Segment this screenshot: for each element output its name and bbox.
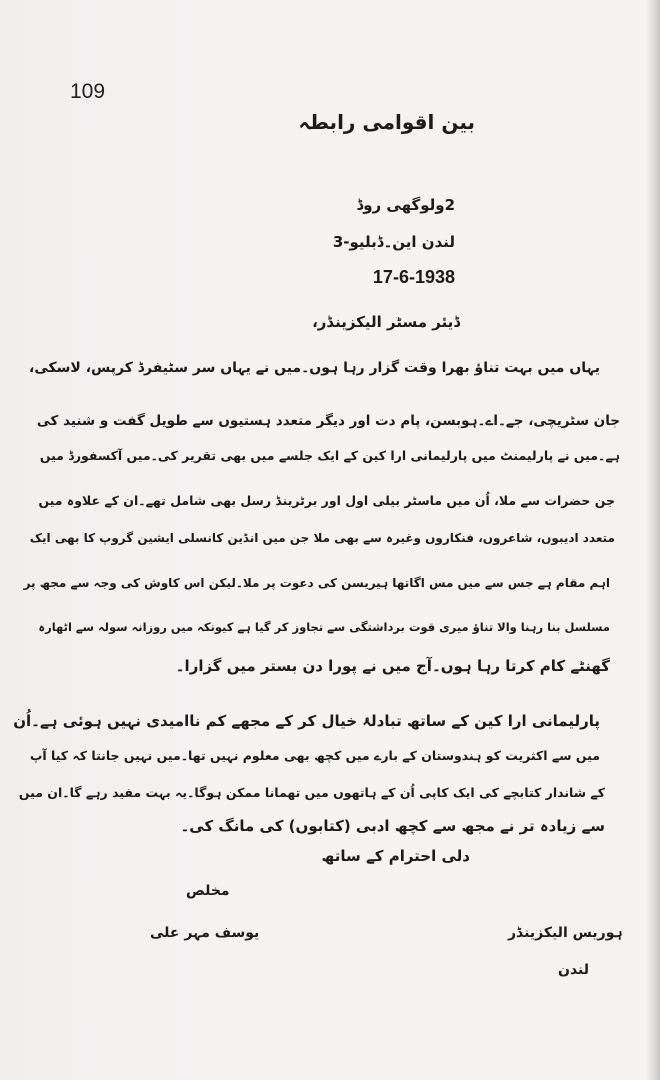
body-line: میں سے اکثریت کو ہندوستان کے بارے میں کچھ بھی معلوم نہیں تھا۔میں نہیں جانتا کہ کیا آپ <box>29 748 600 763</box>
body-line: سے زیادہ تر نے مجھ سے کچھ ادبی (کتابوں) کی مانگ کی۔ <box>180 817 605 835</box>
page-spine-shadow <box>646 0 660 1080</box>
letter-date: 17-6-1938 <box>372 267 455 287</box>
body-line: متعدد ادیبوں، شاعروں، فنکاروں وغیرہ سے بھی ملا جن میں انڈین کانسلی ایشین گروپ کا بھی ایک <box>29 531 615 545</box>
recipient-horace-alexander: ہوریس الیکزینڈر <box>508 925 623 941</box>
body-line: جان سٹریچی، جے۔اے۔ہوبسن، پام دت اور دیگر متعدد ہستیوں سے طویل گفت و شنید کی <box>36 413 620 429</box>
page-number: 109 <box>70 80 106 103</box>
body-line: ہے۔میں نے پارلیمنٹ میں پارلیمانی ارا کین کے ایک جلسے میں بھی تقریر کی۔میں آکسفورڈ میں <box>39 448 620 463</box>
body-line: پارلیمانی ارا کین کے ساتھ تبادلۂ خیال کر کے مجھے کم ناامیدی نہیں ہوئی ہے۔اُن <box>13 712 600 730</box>
address-line-1: 2ولوگھی روڈ <box>356 196 455 214</box>
page-title: بین اقوامی رابطہ <box>298 110 475 134</box>
address-line-2: لندن این۔ڈبلیو-3 <box>332 233 455 251</box>
signature-yusuf-meher-ali: یوسف مہر علی <box>150 925 260 941</box>
signoff-sincerely: مخلص <box>186 883 230 899</box>
body-line: اہم مقام ہے جس سے میں مس اگاتھا ہیریسن کی دعوت پر ملا۔لیکن اس کاوش کی وجہ سے مجھ پر <box>23 576 610 590</box>
body-line: یہاں میں بہت تناؤ بھرا وقت گزار رہا ہوں۔میں نے یہاں سر سٹیفرڈ کرپس، لاسکی، <box>29 360 600 376</box>
body-line: مسلسل بنا رہنا والا تناؤ میری قوت برداشتگی سے تجاوز کر گیا ہے کیونکہ میں روزانہ سولہ سے اٹھارہ <box>38 620 610 634</box>
salutation: ڈیئر مسٹر الیکزینڈر، <box>312 313 460 331</box>
body-line: گھنٹے کام کرتا رہا ہوں۔آج میں نے پورا دن بستر میں گزارا۔ <box>175 657 610 675</box>
closing-line: دلی احترام کے ساتھ <box>321 847 470 865</box>
recipient-city: لندن <box>558 962 590 978</box>
body-line: کے شاندار کتابچے کی ایک کاپی اُن کے ہاتھوں میں تھمانا ممکن ہوگا۔یہ بہت مفید رہے گا۔ان میں <box>18 785 605 800</box>
body-line: جن حضرات سے ملا، اُن میں ماسٹر بیلی اول اور برٹرینڈ رسل بھی شامل تھے۔ان کے علاوہ میں <box>38 493 615 508</box>
